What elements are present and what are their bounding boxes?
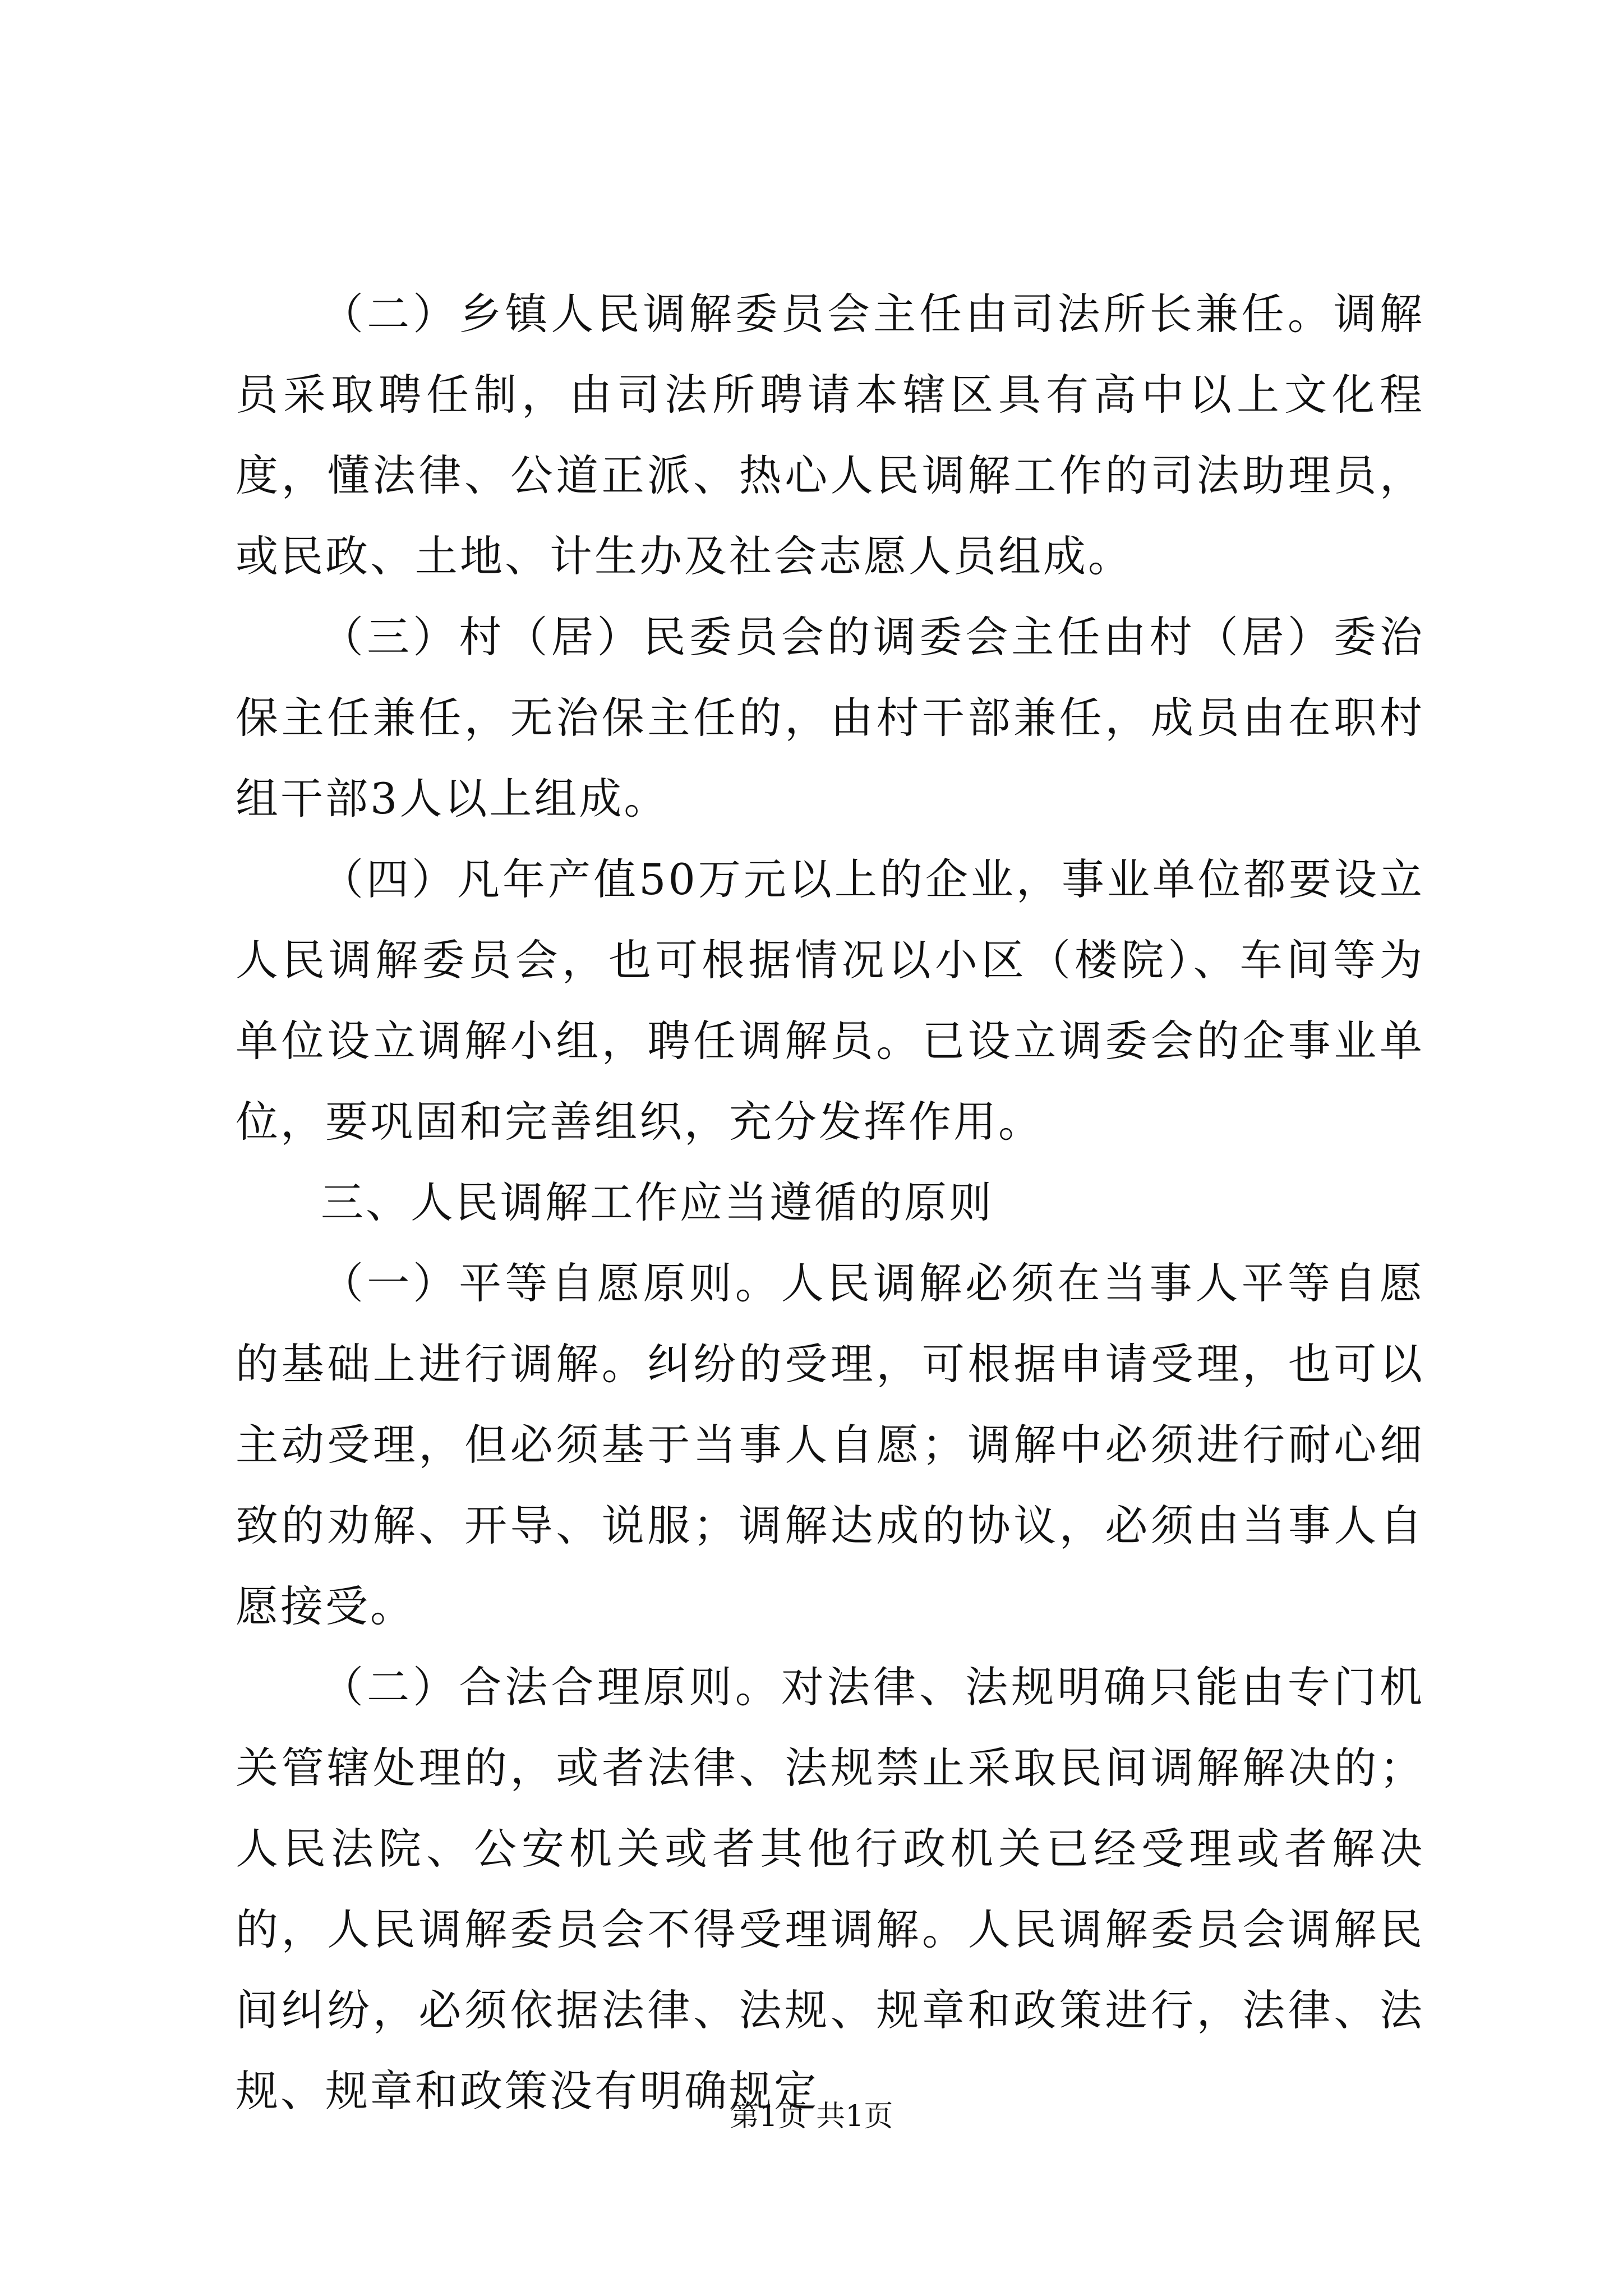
paragraph-equality-principle: （一）平等自愿原则。人民调解必须在当事人平等自愿的基础上进行调解。纠纷的受理，可根据申请受理，也可以主动受理，但必须基于当事人自愿；调解中必须进行耐心细致的劝解、开导、说服；调解达成的协议，必须由当事人自愿接受。 (236, 1258, 1424, 1631)
page-footer: 第1页 共1页 (730, 2100, 893, 2133)
paragraph-enterprise-committee: （四）凡年产值50万元以上的企业，事业单位都要设立人民调解委员会，也可根据情况以小区（楼院）、车间等为单位设立调解小组，聘任调解员。已设立调委会的企事业单位，要巩固和完善组织，充分发挥作用。 (236, 854, 1424, 1147)
section-heading-principles: 三、人民调解工作应当遵循的原则 (321, 1177, 994, 1227)
paragraph-village-committee: （三）村（居）民委员会的调委会主任由村（居）委治保主任兼任，无治保主任的，由村干部兼任，成员由在职村组干部3人以上组成。 (236, 612, 1424, 823)
paragraph-township-committee: （二）乡镇人民调解委员会主任由司法所长兼任。调解员采取聘任制，由司法所聘请本辖区具有高中以上文化程度，懂法律、公道正派、热心人民调解工作的司法助理员，或民政、土地、计生办及社会志愿人员组成。 (236, 289, 1424, 581)
document-body (236, 274, 1424, 2132)
paragraph-legality-principle: （二）合法合理原则。对法律、法规明确只能由专门机关管辖处理的，或者法律、法规禁止采取民间调解解决的；人民法院、公安机关或者其他行政机关已经受理或者解决的，人民调解委员会不得受理调解。人民调解委员会调解民间纠纷，必须依据法律、法规、规章和政策进行，法律、法规、规章和政策没有明确规定 (236, 1662, 1424, 2116)
